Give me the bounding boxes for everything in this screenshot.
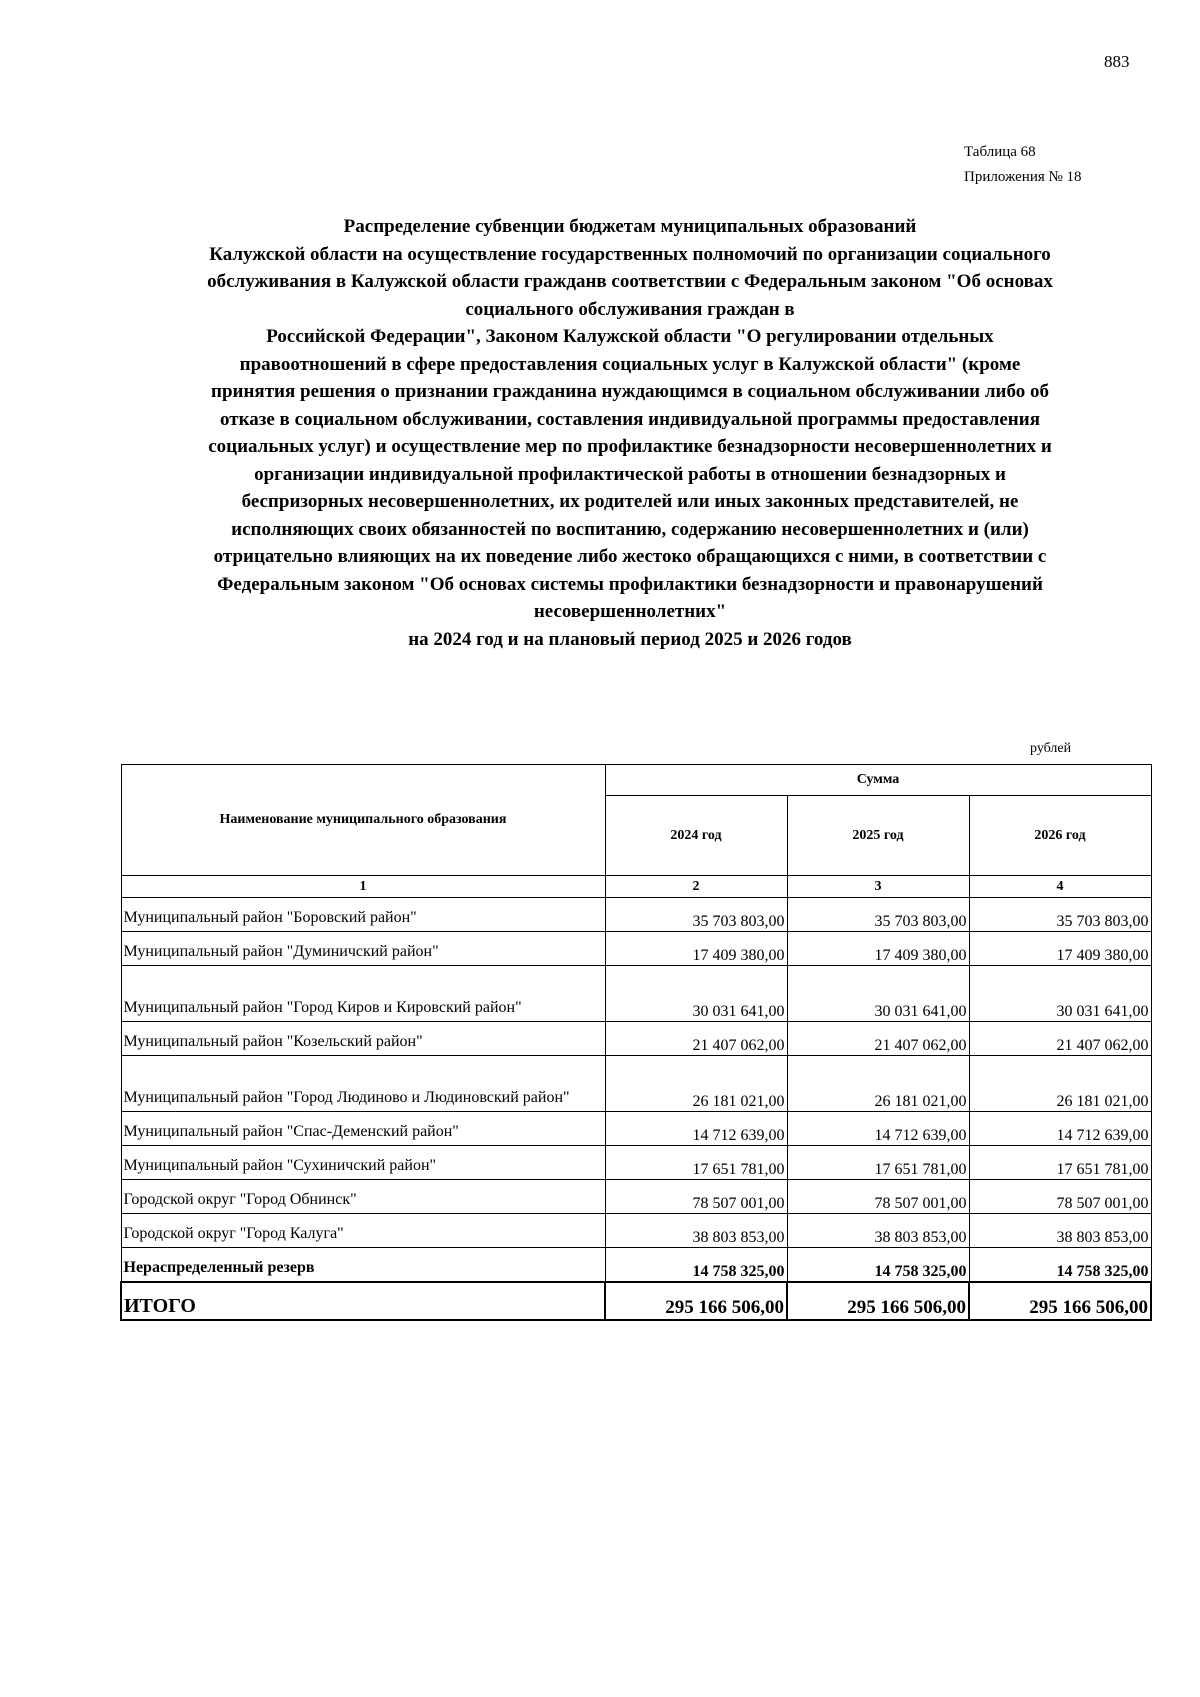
table-row	[121, 1056, 1151, 1112]
table-row	[121, 898, 1151, 932]
cell-2026: 26 181 021,00	[969, 1056, 1151, 1112]
cell-2025: 17 409 380,00	[787, 932, 969, 966]
col-number: 2	[605, 876, 787, 898]
cell-2024: 17 409 380,00	[605, 932, 787, 966]
row-name: Муниципальный район "Город Людиново и Людиновский район"	[121, 1056, 605, 1112]
cell-2024: 26 181 021,00	[605, 1056, 787, 1112]
col-number: 1	[121, 876, 605, 898]
cell-2025: 14 712 639,00	[787, 1112, 969, 1146]
row-name: Муниципальный район "Боровский район"	[121, 898, 605, 932]
cell-2025: 17 651 781,00	[787, 1146, 969, 1180]
title-line: социальных услуг) и осуществление мер по профилактике безнадзорности несовершеннолетних и	[208, 436, 1052, 457]
title-line: обслуживания в Калужской области гражданв соответствии с Федеральным законом "Об основах	[207, 271, 1053, 292]
table-ref-line1: Таблица 68	[964, 144, 1036, 160]
cell-2025: 30 031 641,00	[787, 966, 969, 1022]
cell-2025: 78 507 001,00	[787, 1180, 969, 1214]
title-line: отрицательно влияющих на их поведение либо жестоко обращающихся с ними, в соответствии с	[213, 546, 1047, 567]
currency-unit: рублей	[1030, 741, 1072, 756]
col-number: 4	[969, 876, 1151, 898]
row-name: Муниципальный район "Думиничский район"	[121, 932, 605, 966]
cell-2024: 78 507 001,00	[605, 1180, 787, 1214]
cell-2024: 30 031 641,00	[605, 966, 787, 1022]
col-number: 3	[787, 876, 969, 898]
page-number: 883	[1104, 52, 1130, 71]
table-row	[121, 932, 1151, 966]
row-name: Муниципальный район "Сухиничский район"	[121, 1146, 605, 1180]
table-ref-line2: Приложения № 18	[964, 169, 1082, 185]
cell-2024: 35 703 803,00	[605, 898, 787, 932]
cell-2026: 14 758 325,00	[969, 1248, 1151, 1282]
cell-2025: 14 758 325,00	[787, 1248, 969, 1282]
title-line: отказе в социальном обслуживании, составления индивидуальной программы предоставления	[220, 408, 1040, 430]
table-row	[121, 1022, 1151, 1056]
title-line: Распределение субвенции бюджетам муниципальных образований	[343, 216, 917, 237]
title-line: Российской Федерации", Законом Калужской области "О регулировании отдельных	[266, 326, 994, 347]
table-row	[121, 1146, 1151, 1180]
table-row	[121, 966, 1151, 1022]
cell-2026: 17 651 781,00	[969, 1146, 1151, 1180]
col-header-name: Наименование муниципального образования	[121, 765, 605, 876]
cell-2026: 14 712 639,00	[969, 1112, 1151, 1146]
title-line: правоотношений в сфере предоставления социальных услуг в Калужской области" (кроме	[239, 353, 1021, 375]
title-line: принятия решения о признании гражданина нуждающимся в социальном обслуживании либо об	[211, 381, 1049, 402]
row-name: Городской округ "Город Калуга"	[121, 1214, 605, 1248]
col-header-2024: 2024 год	[605, 796, 787, 876]
title-line: социального обслуживания граждан в	[465, 298, 795, 320]
subvention-table	[120, 764, 1152, 1321]
table-reference	[964, 140, 1082, 190]
cell-2024: 14 712 639,00	[605, 1112, 787, 1146]
reserve-row	[121, 1248, 1151, 1282]
table-row	[121, 1214, 1151, 1248]
row-name: Муниципальный район "Козельский район"	[121, 1022, 605, 1056]
total-2026: 295 166 506,00	[969, 1282, 1151, 1320]
cell-2025: 38 803 853,00	[787, 1214, 969, 1248]
col-header-sum: Сумма	[605, 765, 1151, 796]
title-line: исполняющих своих обязанностей по воспитанию, содержанию несовершеннолетних и (или)	[231, 518, 1029, 540]
cell-2024: 21 407 062,00	[605, 1022, 787, 1056]
row-name: Муниципальный район "Спас-Деменский район"	[121, 1112, 605, 1146]
cell-2025: 35 703 803,00	[787, 898, 969, 932]
col-header-2026: 2026 год	[969, 796, 1151, 876]
cell-2026: 17 409 380,00	[969, 932, 1151, 966]
cell-2024: 14 758 325,00	[605, 1248, 787, 1282]
cell-2025: 26 181 021,00	[787, 1056, 969, 1112]
cell-2024: 17 651 781,00	[605, 1146, 787, 1180]
row-name: Городской округ "Город Обнинск"	[121, 1180, 605, 1214]
cell-2026: 30 031 641,00	[969, 966, 1151, 1022]
row-name: Нераспределенный резерв	[121, 1248, 605, 1282]
total-2024: 295 166 506,00	[605, 1282, 787, 1320]
cell-2026: 35 703 803,00	[969, 898, 1151, 932]
cell-2025: 21 407 062,00	[787, 1022, 969, 1056]
table-row	[121, 1112, 1151, 1146]
title-line: беспризорных несовершеннолетних, их родителей или иных законных представителей, не	[241, 491, 1019, 512]
title-line: несовершеннолетних"	[533, 601, 727, 622]
total-label: ИТОГО	[121, 1282, 605, 1320]
row-name: Муниципальный район "Город Киров и Кировский район"	[121, 966, 605, 1022]
table-row	[121, 1180, 1151, 1214]
cell-2026: 21 407 062,00	[969, 1022, 1151, 1056]
title-line: Федеральным законом "Об основах системы профилактики безнадзорности и правонарушений	[217, 573, 1043, 595]
total-2025: 295 166 506,00	[787, 1282, 969, 1320]
cell-2026: 38 803 853,00	[969, 1214, 1151, 1248]
document-title	[120, 213, 1140, 653]
title-line: организации индивидуальной профилактической работы в отношении безнадзорных и	[254, 463, 1006, 485]
title-line: на 2024 год и на плановый период 2025 и 2026 годов	[408, 628, 852, 650]
col-header-2025: 2025 год	[787, 796, 969, 876]
total-row	[121, 1282, 1151, 1320]
cell-2024: 38 803 853,00	[605, 1214, 787, 1248]
cell-2026: 78 507 001,00	[969, 1180, 1151, 1214]
title-line: Калужской области на осуществление государственных полномочий по организации социального	[209, 243, 1051, 265]
